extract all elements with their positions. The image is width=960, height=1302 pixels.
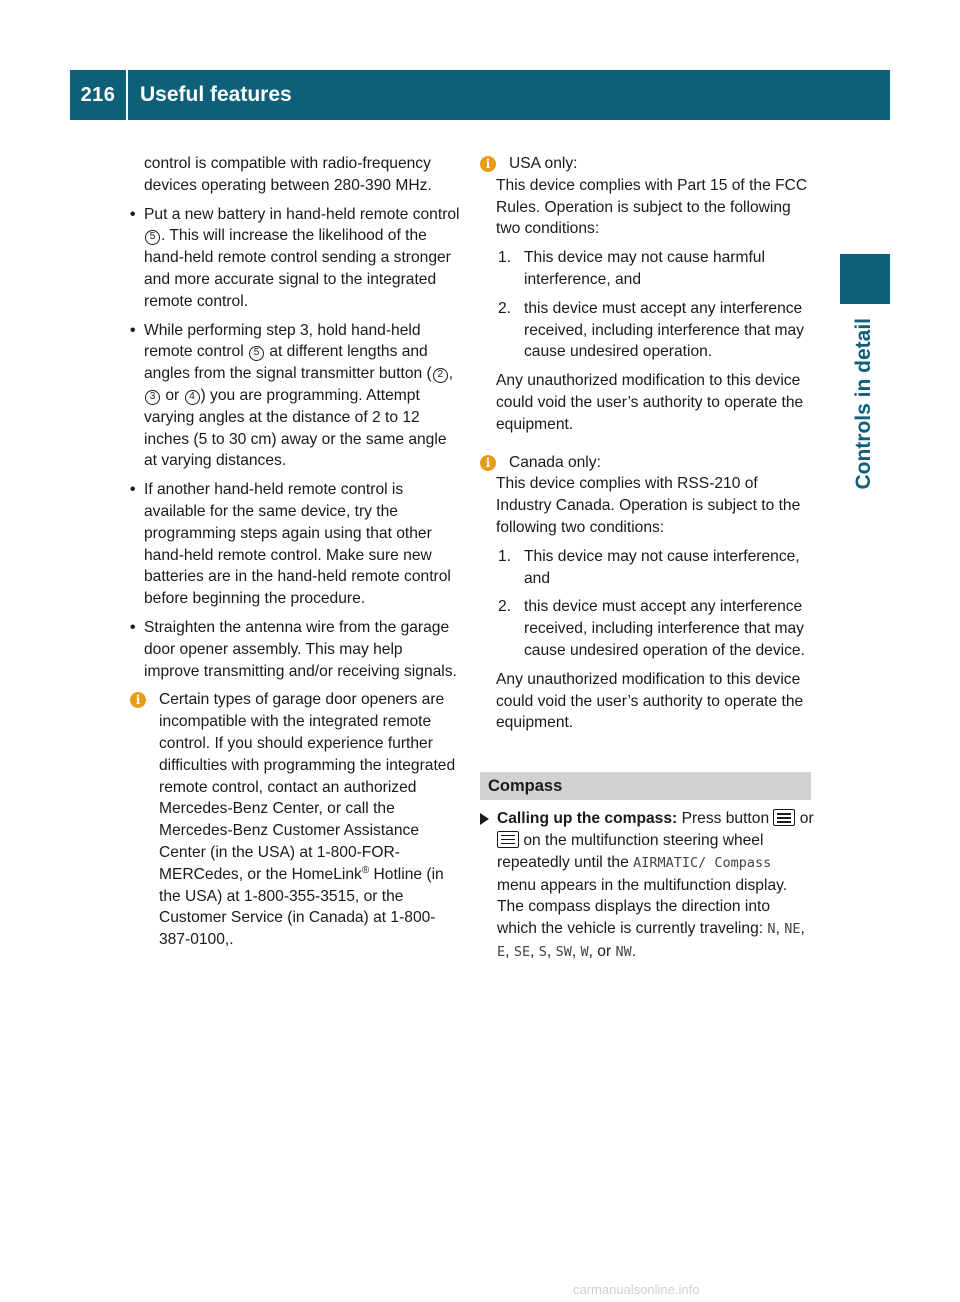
bullet-mark: • xyxy=(130,481,136,499)
usa-note: Any unauthorized modification to this device could void the user’s authority to operate the equipment. xyxy=(496,372,804,433)
callout-number: 2 xyxy=(433,368,448,383)
direction-label: SW xyxy=(555,943,572,960)
list-item xyxy=(480,247,814,291)
usa-intro: This device complies with Part 15 of the FCC Rules. Operation is subject to the following two conditions: xyxy=(496,176,808,238)
canada-note: Any unauthorized modification to this device could void the user’s authority to operate the equipment. xyxy=(496,670,804,732)
direction-label: NE xyxy=(784,921,801,938)
info-note-usa xyxy=(480,153,814,175)
item-number: 2. xyxy=(498,598,512,616)
display-menu-name: AIRMATIC/ Compass xyxy=(633,854,772,871)
intro-line-2: devices operating between 280-390 MHz. xyxy=(144,176,432,194)
usa-title: USA only: xyxy=(509,155,578,172)
separator: , xyxy=(546,942,556,960)
bullet-text: Straighten the antenna wire from the garage door opener assembly. This may help improve transmitting and/or receiving signals. xyxy=(144,618,457,680)
item-text: this device must accept any interference received, including interference that may cause undesired operation of the device. xyxy=(524,598,805,659)
triangle-arrow-icon xyxy=(480,813,489,825)
direction-label: W xyxy=(580,943,589,960)
item-text: This device may not cause harmful interference, and xyxy=(524,249,765,288)
list-item xyxy=(480,596,814,661)
display-button-icon xyxy=(497,831,519,848)
info-note-canada xyxy=(480,452,814,474)
display-button-icon xyxy=(773,809,795,826)
list-item xyxy=(130,479,462,610)
canada-title: Canada only: xyxy=(509,453,601,471)
intro-text xyxy=(130,153,462,197)
bullet-text: at different lengths and angles from the signal transmitter button ( xyxy=(144,343,432,383)
bullet-text: ) you are programming. Attempt varying angles at the distance of 2 to 12 inches (5 to 30 cm) away or the same angle at varying distances. xyxy=(144,386,447,470)
separator: , or xyxy=(588,942,616,960)
bullet-mark: • xyxy=(130,618,136,636)
callout-number: 5 xyxy=(145,230,160,245)
callout-number: 4 xyxy=(185,390,200,405)
direction-label: N xyxy=(767,921,776,938)
step-text: on the multifunction steering wheel repeatedly until the xyxy=(497,831,764,871)
separator: , xyxy=(571,942,581,960)
section-heading-compass: Compass xyxy=(480,772,811,800)
item-text: This device may not cause interference, and xyxy=(524,547,800,587)
direction-label: SE xyxy=(513,943,531,960)
separator: , xyxy=(505,942,514,960)
intro-line-1: control is compatible with radio-frequency xyxy=(144,155,431,172)
callout-number: 3 xyxy=(145,390,160,405)
callout-number: 5 xyxy=(249,346,264,361)
bullet-text: While performing step 3, hold hand-held remote control xyxy=(144,321,421,361)
left-column xyxy=(130,153,462,951)
list-item xyxy=(480,546,814,590)
info-icon: i xyxy=(480,156,496,172)
list-item xyxy=(480,298,814,363)
info-icon: i xyxy=(480,455,496,471)
direction-label: NW xyxy=(615,943,632,960)
info-text: Certain types of garage door openers are incompatible with the integrated remote control. If you should experience further difficulties with programming the integrated remote control, contact an authorized Mercedes-Benz Center, or call the Mercedes-Benz Customer Assistance Center (in the USA) at 1-800-FOR-MERCedes, or the HomeLink xyxy=(159,691,456,883)
separator: , xyxy=(775,920,785,938)
separator: , xyxy=(530,942,539,960)
bullet-mark: • xyxy=(130,321,136,339)
item-number: 2. xyxy=(498,299,512,317)
list-item xyxy=(130,204,462,313)
page-title: Useful features xyxy=(140,83,292,106)
list-item xyxy=(130,617,462,682)
right-column xyxy=(480,153,814,964)
info-text: Hotline (in the USA) at 1-800-355-3515, or the Customer Service (in Canada) at 1-800-387-0100,. xyxy=(159,865,444,949)
bullet-mark: • xyxy=(130,205,136,223)
step-text: The compass displays the direction into which the vehicle is currently traveling: xyxy=(497,898,771,938)
direction-label: E xyxy=(497,943,506,960)
item-text: this device must accept any interference received, including interference that may cause undesired operation. xyxy=(524,299,804,361)
bullet-text: , xyxy=(448,365,454,383)
separator: . xyxy=(631,942,637,960)
page-number: 216 xyxy=(80,84,116,106)
direction-label: S xyxy=(538,943,547,960)
bullet-text: . This will increase the likelihood of the hand-held remote control sending a stronger and more accurate signal to the integrated remote control. xyxy=(144,227,451,310)
watermark: carmanualsonline.info xyxy=(573,1282,700,1297)
list-item xyxy=(130,320,462,473)
side-tab-label: Controls in detail xyxy=(852,318,875,490)
info-icon: i xyxy=(130,692,146,708)
bullet-text: or xyxy=(161,386,184,404)
canada-intro: This device complies with RSS-210 of Industry Canada. Operation is subject to the following two conditions: xyxy=(496,475,801,536)
bullet-text: If another hand-held remote control is available for the same device, try the programming steps again using that other hand-held remote control. Make sure new batteries are in the hand-held remote control before beginning the procedure. xyxy=(144,481,451,608)
action-step xyxy=(480,808,814,964)
step-text: menu appears in the multifunction display. xyxy=(497,876,788,894)
item-number: 1. xyxy=(498,547,512,565)
separator: , xyxy=(800,920,805,938)
step-text: Press button xyxy=(677,810,774,828)
item-number: 1. xyxy=(498,249,512,267)
side-tab-marker xyxy=(840,254,890,304)
step-label: Calling up the compass: xyxy=(497,810,678,828)
info-note xyxy=(130,689,462,951)
registered-mark: ® xyxy=(361,864,370,876)
step-text: or xyxy=(795,810,814,828)
bullet-text: Put a new battery in hand-held remote control xyxy=(144,205,460,223)
